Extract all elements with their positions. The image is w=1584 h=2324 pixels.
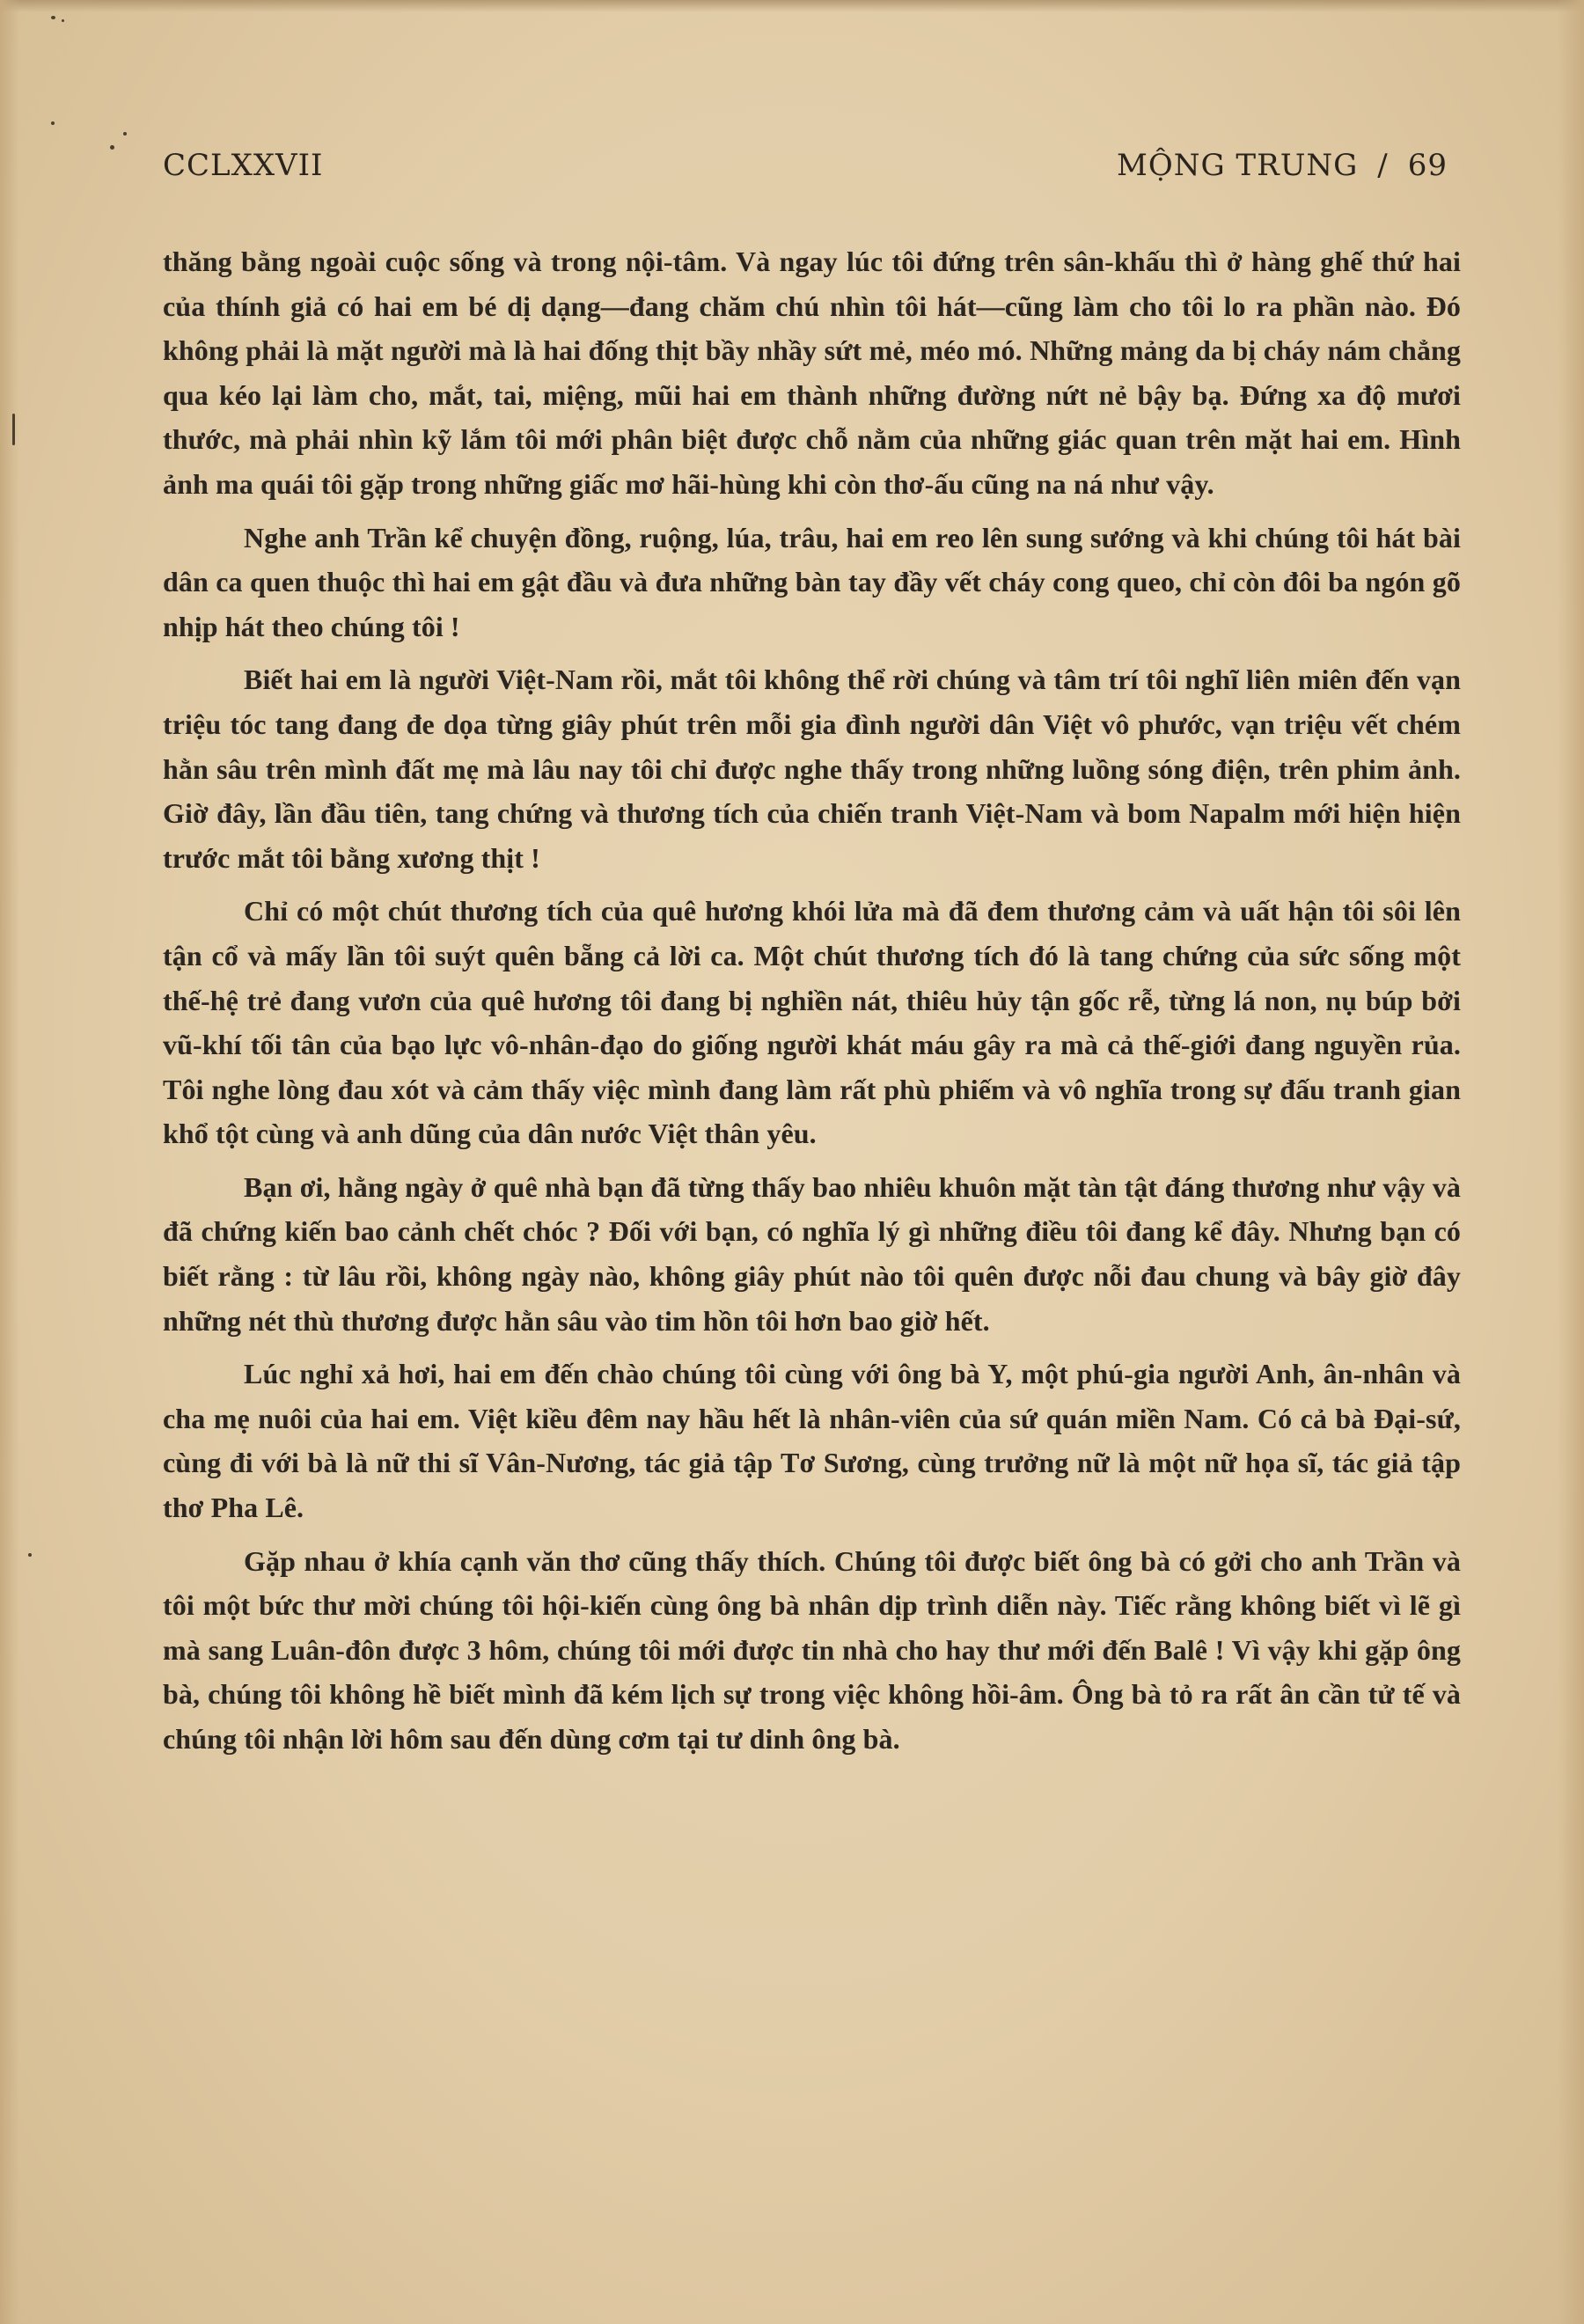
- ink-speck: [51, 121, 55, 125]
- ink-speck: [28, 1553, 32, 1557]
- ink-speck: [110, 145, 114, 150]
- ink-speck: [51, 16, 55, 19]
- page-edge-right: [1558, 0, 1584, 2324]
- paragraph-3: Biết hai em là người Việt-Nam rồi, mắt tôi không thể rời chúng và tâm trí tôi nghĩ liên miên đến vạn triệu tóc tang đang đe dọa từng giây phút trên mỗi gia đình người dân Việt vô phước, vạn triệu vết chém hằn sâu trên mình đất mẹ mà lâu nay tôi chỉ được nghe thấy trong những luồng sóng điện, trên phim ảnh. Giờ đây, lần đầu tiên, tang chứng và thương tích của chiến tranh Việt-Nam và bom Napalm mới hiện hiện trước mắt tôi bằng xương thịt !: [163, 663, 1461, 874]
- ink-speck: [62, 19, 64, 22]
- page-number: 69: [1407, 148, 1448, 183]
- page-edge-left: [0, 0, 19, 2324]
- ink-speck: [123, 132, 127, 136]
- paragraph-7: Gặp nhau ở khía cạnh văn thơ cũng thấy thích. Chúng tôi được biết ông bà có gởi cho anh Trần và tôi một bức thư mời chúng tôi hội-kiến cùng ông bà nhân dịp trình diễn này. Tiếc rằng không biết vì lẽ gì mà sang Luân-đôn được 3 hôm, chúng tôi mới được tin nhà cho hay thư mới đến Balê ! Vì vậy khi gặp ông bà, chúng tôi không hề biết mình đã kém lịch sự trong việc không hồi-âm. Ông bà tỏ ra rất ân cần tử tế và chúng tôi nhận lời hôm sau đến dùng cơm tại tư dinh ông bà.: [163, 1544, 1461, 1755]
- running-header: [163, 148, 1448, 192]
- header-title: MỘNG TRUNG: [1117, 148, 1359, 183]
- paragraph-1: thăng bằng ngoài cuộc sống và trong nội-tâm. Và ngay lúc tôi đứng trên sân-khấu thì ở hàng ghế thứ hai của thính giả có hai em bé dị dạng—đang chăm chú nhìn tôi hát—cũng làm cho tôi lo ra phần nào. Đó không phải là mặt người mà là hai đống thịt bầy nhầy sứt mẻ, méo mó. Những mảng da bị cháy nám chẳng qua kéo lại làm cho, mắt, tai, miệng, mũi hai em thành những đường nứt nẻ bậy bạ. Đứng xa độ mươi thước, mà phải nhìn kỹ lắm tôi mới phân biệt được chỗ nằm của những giác quan trên mặt hai em. Hình ảnh ma quái tôi gặp trong những giấc mơ hãi-hùng khi còn thơ-ấu cũng na ná như vậy.: [163, 246, 1461, 500]
- header-separator: /: [1377, 148, 1389, 183]
- ink-speck: [12, 414, 15, 445]
- paragraph-2: Nghe anh Trần kể chuyện đồng, ruộng, lúa, trâu, hai em reo lên sung sướng và khi chúng tôi hát bài dân ca quen thuộc thì hai em gật đầu và đưa những bàn tay đầy vết cháy cong queo, chỉ còn đôi ba ngón gõ nhịp hát theo chúng tôi !: [163, 521, 1461, 642]
- header-title-group: [1117, 148, 1448, 183]
- page-body-text: [163, 239, 1461, 1762]
- section-number: CCLXXVII: [163, 148, 324, 183]
- page-edge-top: [0, 0, 1584, 12]
- paragraph-4: Chỉ có một chút thương tích của quê hương khói lửa mà đã đem thương cảm và uất hận tôi sôi lên tận cổ và mấy lần tôi suýt quên bẵng cả lời ca. Một chút thương tích đó là tang chứng của sức sống một thế-hệ trẻ đang vươn của quê hương tôi đang bị nghiền nát, thiêu hủy tận gốc rễ, từng lá non, nụ búp bởi vũ-khí tối tân của bạo lực vô-nhân-đạo do giống người khát máu gây ra mà cả thế-giới đang nguyền rủa. Tôi nghe lòng đau xót và cảm thấy việc mình đang làm rất phù phiếm và vô nghĩa trong sự đấu tranh gian khổ tột cùng và anh dũng của dân nước Việt thân yêu.: [163, 895, 1461, 1150]
- paragraph-5: Bạn ơi, hằng ngày ở quê nhà bạn đã từng thấy bao nhiêu khuôn mặt tàn tật đáng thương như vậy và đã chứng kiến bao cảnh chết chóc ? Đối với bạn, có nghĩa lý gì những điều tôi đang kể đây. Nhưng bạn có biết rằng : từ lâu rồi, không ngày nào, không giây phút nào tôi quên được nỗi đau chung và bây giờ đây những nét thù thương được hằn sâu vào tim hồn tôi hơn bao giờ hết.: [163, 1170, 1461, 1337]
- paragraph-6: Lúc nghỉ xả hơi, hai em đến chào chúng tôi cùng với ông bà Y, một phú-gia người Anh, ân-nhân và cha mẹ nuôi của hai em. Việt kiều đêm nay hầu hết là nhân-viên của sứ quán miền Nam. Có cả bà Đại-sứ, cùng đi với bà là nữ thi sĩ Vân-Nương, tác giả tập Tơ Sương, cùng trưởng nữ là một nữ họa sĩ, tác giả tập thơ Pha Lê.: [163, 1358, 1461, 1524]
